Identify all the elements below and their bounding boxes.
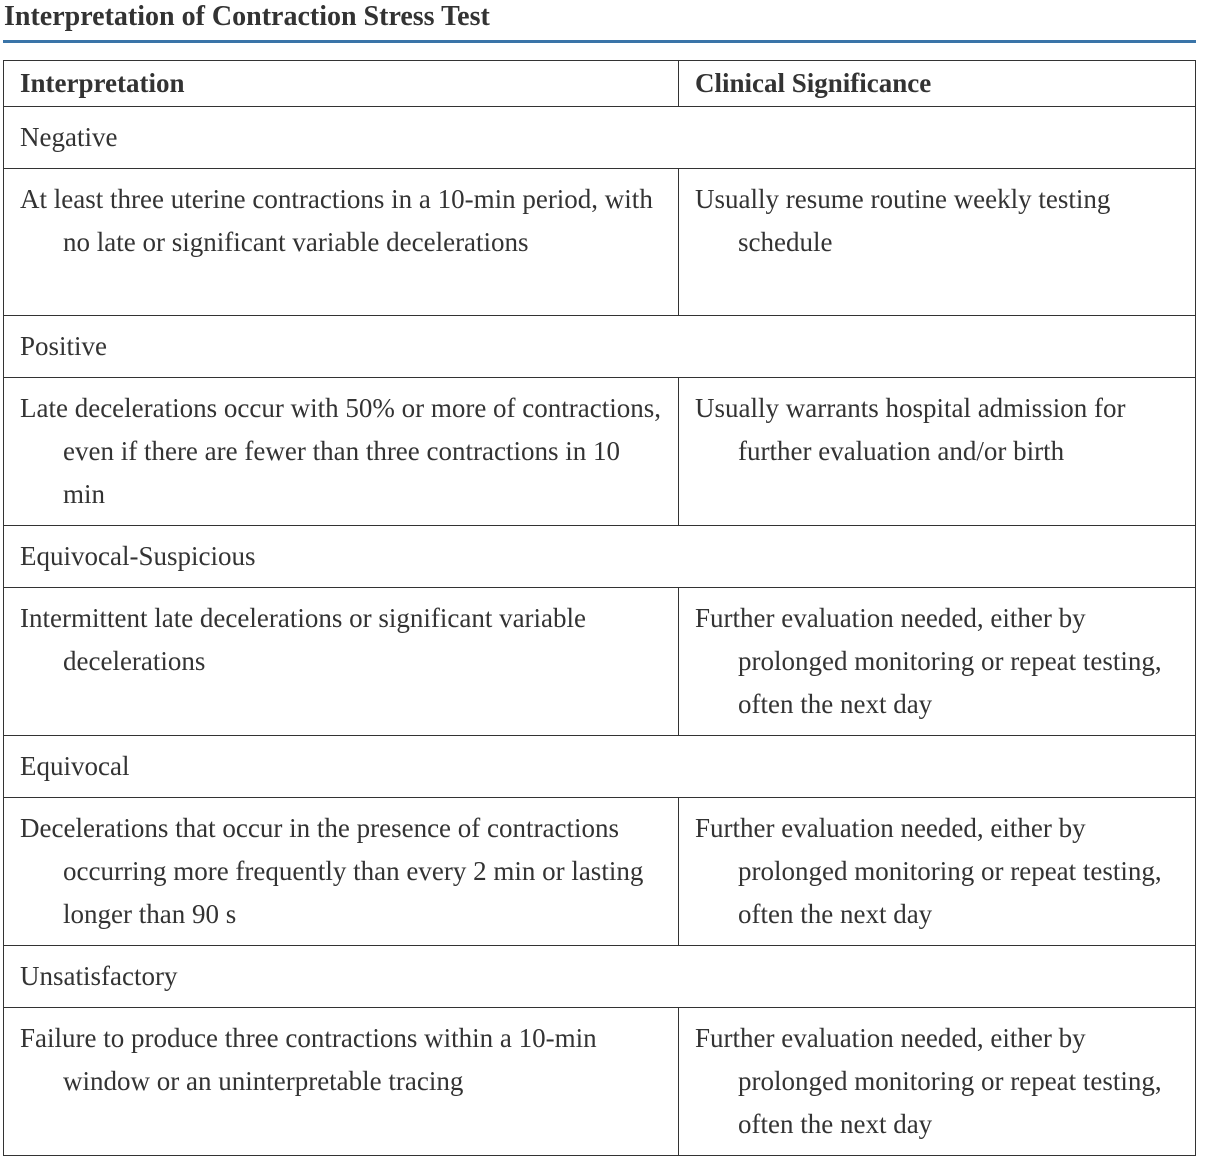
- interpretation-cell: Decelerations that occur in the presence of contractions occurring more frequently than every 2 min or lasting longer than 90 s: [4, 798, 679, 946]
- interpretation-cell: Intermittent late decelerations or significant variable decelerations: [4, 588, 679, 736]
- header-interpretation: Interpretation: [4, 61, 679, 107]
- category-row: [4, 526, 1196, 588]
- table-row: [4, 378, 1196, 526]
- category-label: Equivocal-Suspicious: [4, 526, 1196, 588]
- table-title: Interpretation of Contraction Stress Test: [4, 1, 490, 32]
- table-row: [4, 169, 1196, 316]
- significance-cell: Further evaluation needed, either by prolonged monitoring or repeat testing, often the next day: [679, 588, 1196, 736]
- category-label: Equivocal: [4, 736, 1196, 798]
- category-label: Negative: [4, 107, 1196, 169]
- header-row: [4, 61, 1196, 107]
- cst-interpretation-table: [3, 60, 1196, 1156]
- significance-cell: Usually warrants hospital admission for further evaluation and/or birth: [679, 378, 1196, 526]
- significance-cell: Further evaluation needed, either by prolonged monitoring or repeat testing, often the next day: [679, 798, 1196, 946]
- category-label: Positive: [4, 316, 1196, 378]
- category-row: [4, 736, 1196, 798]
- significance-cell: Usually resume routine weekly testing schedule: [679, 169, 1196, 316]
- table-row: [4, 798, 1196, 946]
- table-row: [4, 588, 1196, 736]
- interpretation-cell: At least three uterine contractions in a 10-min period, with no late or significant variable decelerations: [4, 169, 679, 316]
- interpretation-cell: Late decelerations occur with 50% or more of contractions, even if there are fewer than three contractions in 10 min: [4, 378, 679, 526]
- header-clinical-significance: Clinical Significance: [679, 61, 1196, 107]
- title-divider: [3, 40, 1196, 43]
- significance-cell: Further evaluation needed, either by prolonged monitoring or repeat testing, often the next day: [679, 1008, 1196, 1156]
- interpretation-cell: Failure to produce three contractions within a 10-min window or an uninterpretable tracing: [4, 1008, 679, 1156]
- category-row: [4, 946, 1196, 1008]
- category-label: Unsatisfactory: [4, 946, 1196, 1008]
- table-row: [4, 1008, 1196, 1156]
- category-row: [4, 107, 1196, 169]
- category-row: [4, 316, 1196, 378]
